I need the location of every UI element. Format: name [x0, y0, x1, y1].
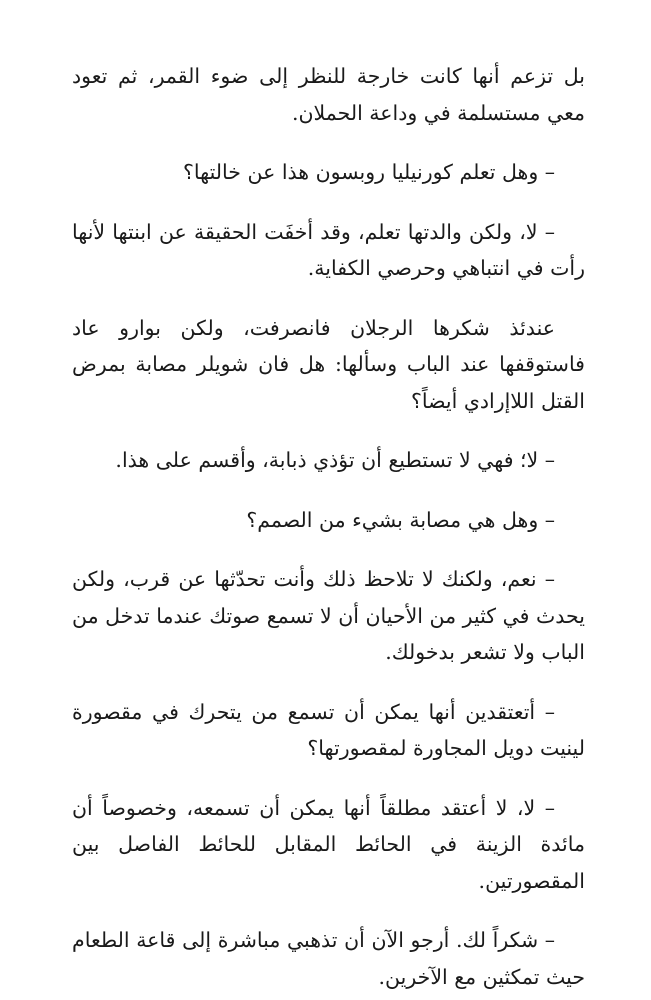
- paragraph-8: – أتعتقدين أنها يمكن أن تسمع من يتحرك في مقصورة لينيت دويل المجاورة لمقصورتها؟: [72, 699, 585, 760]
- paragraph-9: – لا، لا أعتقد مطلقاً أنها يمكن أن تسمعه، وخصوصاً أن مائدة الزينة في الحائط المقابل للحائط الفاصل بين المقصورتين.: [72, 795, 585, 893]
- paragraph-4: عندئذ شكرها الرجلان فانصرفت، ولكن بوارو عاد فاستوقفها عند الباب وسألها: هل فان شويلر مصابة بمرض القتل اللاإرادي أيضاً؟: [72, 315, 585, 413]
- paragraph-5: – لا؛ فهي لا تستطيع أن تؤذي ذبابة، وأقسم على هذا.: [115, 448, 555, 472]
- paragraph-7: – نعم، ولكنك لا تلاحظ ذلك وأنت تحدّثها عن قرب، ولكن يحدث في كثير من الأحيان أن لا تسمع صوتك عندما تدخل من الباب ولا تشعر بدخولك.: [72, 567, 585, 664]
- paragraph-2: – وهل تعلم كورنيليا روبسون هذا عن خالتها؟: [183, 160, 555, 184]
- paragraph-1: بل تزعم أنها كانت خارجة للنظر إلى ضوء القمر، ثم تعود معي مستسلمة في وداعة الحملان.: [72, 64, 585, 125]
- paragraph-3: – لا، ولكن والدتها تعلم، وقد أخفَت الحقيقة عن ابنتها لأنها رأت في انتباهي وحرصي الكفاية.: [72, 219, 585, 280]
- paragraph-10: – شكراً لك. أرجو الآن أن تذهبي مباشرة إلى قاعة الطعام حيث تمكثين مع الآخرين.: [72, 928, 585, 989]
- paragraph-6: – وهل هي مصابة بشيء من الصمم؟: [246, 507, 555, 532]
